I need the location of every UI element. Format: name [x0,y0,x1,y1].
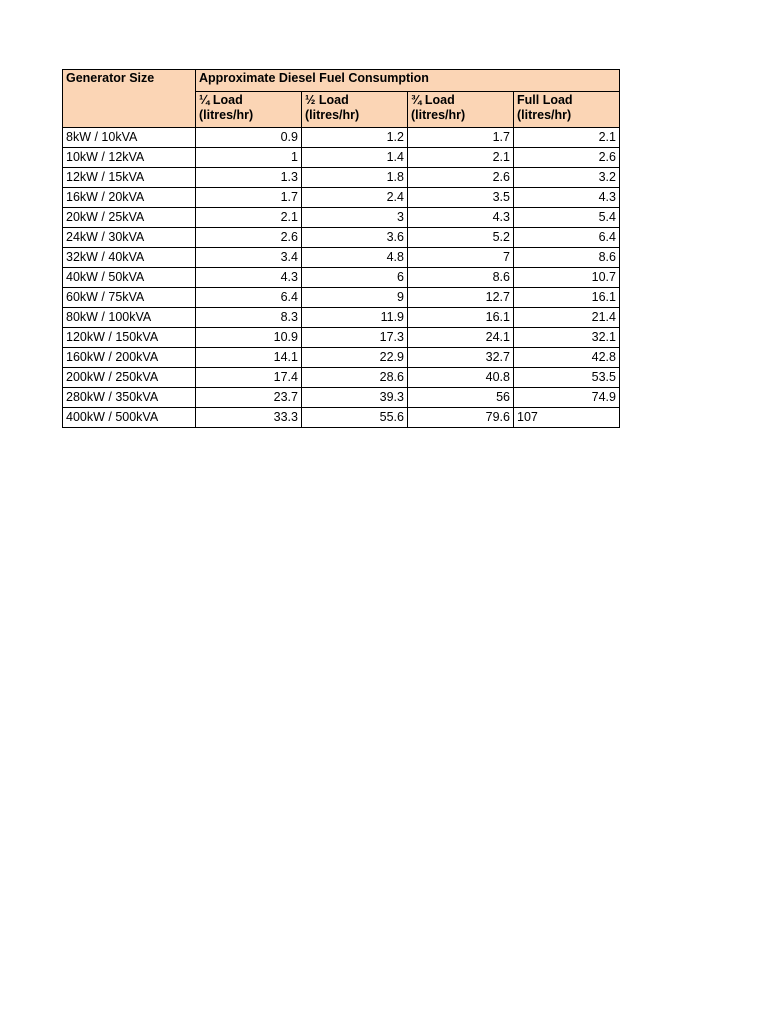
half-load-cell: 28.6 [302,368,408,388]
half-load-cell: 3.6 [302,228,408,248]
half-load-cell: 39.3 [302,388,408,408]
quarter-load-cell: 1.3 [196,168,302,188]
half-load-cell: 2.4 [302,188,408,208]
fuel-consumption-group-header: Approximate Diesel Fuel Consumption [196,70,620,92]
quarter-load-label: ¼ Load [199,93,243,107]
three-quarter-load-cell: 1.7 [408,128,514,148]
three-quarter-load-unit: (litres/hr) [411,108,466,122]
table-row [63,288,620,308]
quarter-load-cell: 2.6 [196,228,302,248]
full-load-cell: 74.9 [514,388,620,408]
generator-size-header: Generator Size [63,70,196,128]
half-load-cell: 4.8 [302,248,408,268]
full-load-cell: 107 [514,408,620,428]
table-row [63,148,620,168]
full-load-cell: 53.5 [514,368,620,388]
fuel-consumption-table [62,69,620,428]
generator-size-cell: 20kW / 25kVA [63,208,196,228]
quarter-load-cell: 1.7 [196,188,302,208]
quarter-load-cell: 8.3 [196,308,302,328]
table-row [63,208,620,228]
generator-size-cell: 80kW / 100kVA [63,308,196,328]
three-quarter-load-cell: 40.8 [408,368,514,388]
full-load-cell: 32.1 [514,328,620,348]
generator-size-cell: 16kW / 20kVA [63,188,196,208]
table-row [63,368,620,388]
generator-size-cell: 32kW / 40kVA [63,248,196,268]
generator-size-cell: 200kW / 250kVA [63,368,196,388]
three-quarter-load-cell: 56 [408,388,514,408]
full-load-header [514,92,620,128]
half-load-header [302,92,408,128]
generator-size-cell: 160kW / 200kVA [63,348,196,368]
table-row [63,388,620,408]
table-row [63,168,620,188]
quarter-load-cell: 14.1 [196,348,302,368]
half-load-cell: 3 [302,208,408,228]
half-load-label: ½ Load [305,93,349,107]
quarter-load-cell: 10.9 [196,328,302,348]
quarter-load-cell: 23.7 [196,388,302,408]
half-load-cell: 1.2 [302,128,408,148]
three-quarter-load-cell: 3.5 [408,188,514,208]
table-row [63,408,620,428]
table-row [63,268,620,288]
quarter-load-cell: 17.4 [196,368,302,388]
quarter-load-cell: 0.9 [196,128,302,148]
table-row [63,328,620,348]
table-row [63,188,620,208]
full-load-cell: 8.6 [514,248,620,268]
quarter-load-cell: 1 [196,148,302,168]
three-quarter-load-cell: 32.7 [408,348,514,368]
half-load-cell: 6 [302,268,408,288]
three-quarter-load-header [408,92,514,128]
quarter-load-cell: 4.3 [196,268,302,288]
quarter-load-cell: 6.4 [196,288,302,308]
generator-size-cell: 280kW / 350kVA [63,388,196,408]
full-load-cell: 2.1 [514,128,620,148]
generator-size-cell: 120kW / 150kVA [63,328,196,348]
generator-size-cell: 400kW / 500kVA [63,408,196,428]
half-load-cell: 1.8 [302,168,408,188]
full-load-cell: 3.2 [514,168,620,188]
table-row [63,308,620,328]
half-load-cell: 22.9 [302,348,408,368]
quarter-load-cell: 3.4 [196,248,302,268]
full-load-cell: 21.4 [514,308,620,328]
full-load-cell: 5.4 [514,208,620,228]
generator-size-cell: 10kW / 12kVA [63,148,196,168]
generator-size-cell: 24kW / 30kVA [63,228,196,248]
three-quarter-load-cell: 2.6 [408,168,514,188]
full-load-cell: 16.1 [514,288,620,308]
table-row [63,228,620,248]
table-row [63,128,620,148]
three-quarter-load-cell: 8.6 [408,268,514,288]
quarter-load-cell: 33.3 [196,408,302,428]
three-quarter-load-label: ¾ Load [411,93,455,107]
half-load-cell: 17.3 [302,328,408,348]
half-load-cell: 11.9 [302,308,408,328]
half-load-cell: 9 [302,288,408,308]
half-load-cell: 55.6 [302,408,408,428]
generator-size-cell: 12kW / 15kVA [63,168,196,188]
quarter-load-cell: 2.1 [196,208,302,228]
three-quarter-load-cell: 5.2 [408,228,514,248]
three-quarter-load-cell: 4.3 [408,208,514,228]
three-quarter-load-cell: 12.7 [408,288,514,308]
full-load-unit: (litres/hr) [517,108,572,122]
quarter-load-header [196,92,302,128]
table-row [63,248,620,268]
generator-size-cell: 8kW / 10kVA [63,128,196,148]
full-load-cell: 4.3 [514,188,620,208]
full-load-cell: 42.8 [514,348,620,368]
table-row [63,348,620,368]
full-load-cell: 10.7 [514,268,620,288]
three-quarter-load-cell: 7 [408,248,514,268]
half-load-unit: (litres/hr) [305,108,360,122]
half-load-cell: 1.4 [302,148,408,168]
full-load-cell: 6.4 [514,228,620,248]
header-row-group [63,70,620,92]
three-quarter-load-cell: 2.1 [408,148,514,168]
three-quarter-load-cell: 24.1 [408,328,514,348]
quarter-load-unit: (litres/hr) [199,108,254,122]
three-quarter-load-cell: 79.6 [408,408,514,428]
generator-size-cell: 40kW / 50kVA [63,268,196,288]
full-load-cell: 2.6 [514,148,620,168]
full-load-label: Full Load [517,93,573,107]
three-quarter-load-cell: 16.1 [408,308,514,328]
generator-size-cell: 60kW / 75kVA [63,288,196,308]
